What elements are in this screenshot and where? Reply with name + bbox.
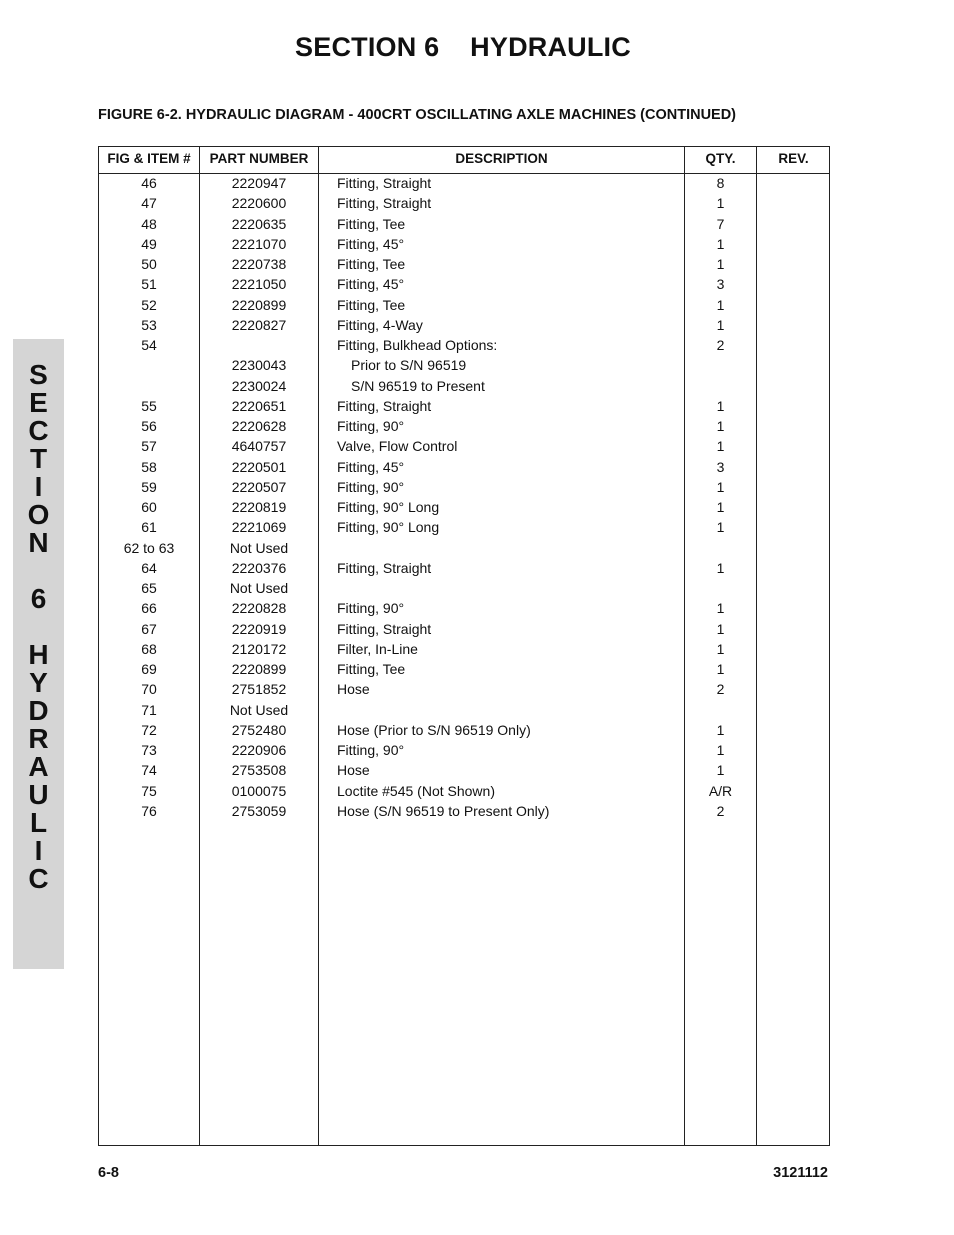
quantity-cell: 1 — [716, 397, 725, 414]
part-number-cell: 2220919 — [231, 620, 287, 637]
side-tab-letter: 6 — [30, 583, 47, 614]
item-number-cell: 52 — [141, 296, 157, 313]
table-row — [99, 316, 829, 336]
part-number-cell: 2751852 — [231, 681, 287, 698]
item-number-cell: 47 — [141, 195, 157, 212]
quantity-cell: 1 — [716, 256, 725, 272]
item-number-cell: 64 — [141, 559, 157, 576]
quantity-cell: 3 — [716, 458, 725, 475]
part-number-cell: 2220501 — [231, 458, 287, 475]
header-qty: QTY. — [705, 151, 736, 166]
table-row — [99, 579, 829, 599]
item-number-cell: 70 — [141, 681, 157, 698]
side-tab-letter: Y — [29, 667, 48, 698]
description-cell: Filter, In-Line — [337, 640, 418, 657]
description-cell: Fitting, 90° — [337, 418, 405, 434]
side-tab-letter: N — [28, 527, 49, 558]
table-row — [99, 599, 829, 619]
item-number-cell: 67 — [141, 620, 157, 637]
item-number-cell: 51 — [141, 276, 157, 293]
quantity-cell: 1 — [716, 499, 725, 515]
part-number-cell: 2220507 — [231, 478, 287, 495]
side-tab-letter: L — [29, 807, 48, 838]
side-tab-letter: C — [28, 863, 49, 894]
table-row — [99, 620, 829, 640]
item-number-cell: 69 — [141, 661, 157, 677]
item-number-cell: 74 — [141, 762, 157, 779]
description-cell: S/N 96519 to Present — [351, 377, 485, 394]
page-number: 6-8 — [98, 1165, 119, 1181]
item-number-cell: 46 — [141, 175, 157, 191]
description-cell: Fitting, Tee — [337, 215, 406, 232]
description-cell: Fitting, Straight — [337, 397, 432, 414]
part-number-cell: 2120172 — [231, 640, 287, 657]
description-cell: Fitting, 90° — [337, 600, 405, 617]
side-tab-letter: U — [28, 779, 49, 810]
description-cell: Fitting, 45° — [337, 458, 405, 475]
table-row — [99, 235, 829, 255]
header-rev: REV. — [778, 151, 809, 166]
item-number-cell: 48 — [141, 215, 157, 232]
table-row — [99, 458, 829, 478]
item-number-cell: 71 — [141, 701, 157, 718]
header-description: DESCRIPTION — [455, 151, 548, 166]
part-number-cell: 2220819 — [231, 499, 287, 515]
description-cell: Hose — [337, 681, 370, 698]
quantity-cell: 1 — [716, 316, 725, 333]
table-row — [99, 478, 829, 498]
side-tab-letter: T — [29, 443, 48, 474]
part-number-cell: 4640757 — [231, 438, 287, 455]
side-tab-letter: A — [28, 751, 49, 782]
side-tab-letter: E — [29, 387, 48, 418]
description-cell: Hose (Prior to S/N 96519 Only) — [337, 721, 531, 738]
table-row — [99, 721, 829, 741]
document-number: 3121112 — [773, 1165, 828, 1181]
parts-table — [98, 146, 830, 1146]
part-number-cell: 2753059 — [231, 802, 287, 819]
item-number-cell: 57 — [141, 438, 157, 455]
table-row — [99, 437, 829, 457]
item-number-cell: 68 — [141, 640, 157, 657]
part-number-cell: 2220635 — [231, 215, 287, 232]
table-row — [99, 336, 829, 356]
part-number-cell: 2221069 — [231, 519, 287, 536]
side-tab-letter: S — [29, 359, 48, 390]
quantity-cell: 1 — [716, 742, 725, 758]
table-row — [99, 255, 829, 275]
table-header — [99, 147, 829, 174]
part-number-cell: 2220827 — [231, 316, 287, 333]
quantity-cell: 1 — [716, 762, 725, 779]
quantity-cell: 1 — [716, 559, 725, 576]
table-row — [99, 559, 829, 579]
part-number-cell: 2220651 — [231, 397, 287, 414]
item-number-cell: 54 — [141, 337, 157, 353]
part-number-cell: 2752480 — [231, 721, 287, 738]
table-row — [99, 802, 829, 822]
part-number-cell: 2220947 — [231, 175, 287, 191]
part-number-cell: 2220899 — [231, 296, 287, 313]
description-cell: Fitting, 45° — [337, 235, 405, 252]
item-number-cell: 53 — [141, 316, 157, 333]
item-number-cell: 72 — [141, 721, 157, 738]
part-number-cell: 2220600 — [231, 195, 287, 212]
description-cell: Fitting, 90° Long — [337, 499, 440, 515]
table-row — [99, 761, 829, 781]
description-cell: Prior to S/N 96519 — [351, 357, 467, 374]
description-cell: Fitting, 45° — [337, 276, 405, 293]
item-number-cell: 58 — [141, 458, 157, 475]
table-row — [99, 296, 829, 316]
header-fig-item: FIG & ITEM # — [107, 151, 191, 166]
table-row — [99, 741, 829, 761]
table-row — [99, 680, 829, 700]
description-cell: Fitting, Bulkhead Options: — [337, 337, 498, 353]
quantity-cell: 1 — [716, 235, 725, 252]
description-cell: Fitting, Straight — [337, 175, 432, 191]
part-number-cell: 2220738 — [231, 256, 287, 272]
quantity-cell: 1 — [716, 620, 725, 637]
quantity-cell: 1 — [716, 519, 725, 536]
part-number-cell: 2220376 — [231, 559, 287, 576]
section-side-tab — [13, 339, 64, 969]
description-cell: Fitting, Straight — [337, 620, 432, 637]
quantity-cell: 1 — [716, 438, 725, 455]
part-number-cell: 2230043 — [231, 357, 287, 374]
quantity-cell: 7 — [716, 215, 725, 232]
part-number-cell: 2230024 — [231, 377, 287, 394]
table-row — [99, 356, 829, 376]
item-number-cell: 73 — [141, 742, 157, 758]
quantity-cell: 1 — [716, 418, 725, 434]
table-row — [99, 417, 829, 437]
item-number-cell: 65 — [141, 580, 157, 596]
table-row — [99, 215, 829, 235]
quantity-cell: 3 — [716, 276, 725, 293]
description-cell: Fitting, 90° — [337, 478, 405, 495]
item-number-cell: 66 — [141, 600, 157, 617]
item-number-cell: 62 to 63 — [123, 539, 175, 556]
item-number-cell: 75 — [141, 782, 157, 799]
item-number-cell: 60 — [141, 499, 157, 515]
description-cell: Fitting, Straight — [337, 195, 432, 212]
description-cell: Valve, Flow Control — [337, 438, 458, 455]
item-number-cell: 56 — [141, 418, 157, 434]
description-cell: Fitting, 90° — [337, 742, 405, 758]
part-number-cell: Not Used — [229, 539, 289, 556]
item-number-cell: 76 — [141, 802, 157, 819]
quantity-cell: 1 — [716, 600, 725, 617]
description-cell: Fitting, Straight — [337, 559, 432, 576]
table-row — [99, 539, 829, 559]
quantity-cell: 8 — [716, 175, 725, 191]
part-number-cell: 2221070 — [231, 235, 287, 252]
side-tab-letter: I — [34, 471, 43, 502]
side-tab-letter: I — [34, 835, 43, 866]
part-number-cell: 2753508 — [231, 762, 287, 779]
quantity-cell: 1 — [716, 478, 725, 495]
item-number-cell: 55 — [141, 397, 157, 414]
description-cell: Fitting, Tee — [337, 296, 406, 313]
description-cell: Loctite #545 (Not Shown) — [337, 782, 495, 799]
part-number-cell: 2220628 — [231, 418, 287, 434]
table-row — [99, 640, 829, 660]
table-row — [99, 498, 829, 518]
side-tab-letter: R — [28, 723, 49, 754]
quantity-cell: 1 — [716, 721, 725, 738]
side-tab-letter: O — [27, 499, 50, 530]
description-cell: Hose (S/N 96519 to Present Only) — [337, 802, 550, 819]
part-number-cell: 2220828 — [231, 600, 287, 617]
description-cell: Fitting, Tee — [337, 661, 406, 677]
table-row — [99, 518, 829, 538]
header-part-number: PART NUMBER — [209, 151, 309, 166]
part-number-cell: Not Used — [229, 701, 289, 718]
section-title: SECTION 6 HYDRAULIC — [295, 32, 631, 62]
item-number-cell: 49 — [141, 235, 157, 252]
quantity-cell: 2 — [716, 681, 725, 698]
part-number-cell: 2220906 — [231, 742, 287, 758]
table-row — [99, 397, 829, 417]
table-row — [99, 377, 829, 397]
side-tab-letter: H — [28, 639, 49, 670]
quantity-cell: A/R — [708, 782, 733, 799]
table-row — [99, 660, 829, 680]
table-row — [99, 701, 829, 721]
table-row — [99, 194, 829, 214]
quantity-cell: 2 — [716, 802, 725, 819]
table-row — [99, 174, 829, 194]
table-body — [99, 174, 829, 822]
description-cell: Fitting, Tee — [337, 256, 406, 272]
quantity-cell: 1 — [716, 296, 725, 313]
table-row — [99, 275, 829, 295]
quantity-cell: 2 — [716, 337, 725, 353]
description-cell: Fitting, 4-Way — [337, 316, 423, 333]
quantity-cell: 1 — [716, 195, 725, 212]
part-number-cell: 2221050 — [231, 276, 287, 293]
description-cell: Fitting, 90° Long — [337, 519, 440, 536]
side-tab-letter: C — [28, 415, 49, 446]
part-number-cell: 2220899 — [231, 661, 287, 677]
quantity-cell: 1 — [716, 661, 725, 677]
side-tab-letter: D — [28, 695, 49, 726]
item-number-cell: 50 — [141, 256, 157, 272]
description-cell: Hose — [337, 762, 370, 779]
part-number-cell: Not Used — [229, 580, 289, 596]
table-row — [99, 782, 829, 802]
item-number-cell: 61 — [141, 519, 157, 536]
item-number-cell: 59 — [141, 478, 157, 495]
figure-title: FIGURE 6-2. HYDRAULIC DIAGRAM - 400CRT OSCILLATING AXLE MACHINES (CONTINUED) — [98, 107, 737, 123]
part-number-cell: 0100075 — [231, 782, 287, 799]
quantity-cell: 1 — [716, 640, 725, 657]
